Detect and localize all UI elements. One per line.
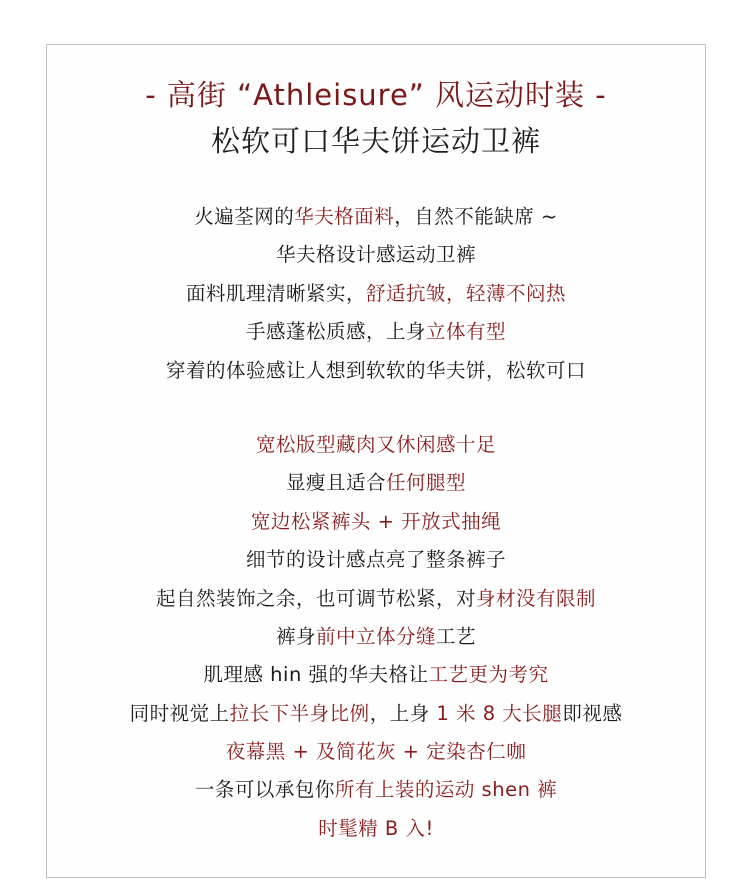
line-text: 即视感 [562, 701, 623, 725]
highlight-text: 拉长下半身比例 [229, 701, 370, 725]
highlight-text: 工艺更为考究 [428, 663, 549, 687]
line-text: 穿着的体验感让人想到软软的华夫饼，松软可口 [165, 358, 586, 382]
description-line [47, 464, 705, 502]
line-text: ，自然不能缺席 ~ [394, 205, 558, 228]
highlight-text: 1 米 8 大长腿 [436, 701, 563, 725]
line-text: 一条可以承包你 [194, 778, 335, 802]
line-text: 起自然装饰之余，也可调节松紧，对 [155, 586, 476, 610]
highlight-text: 华夫格面料 [294, 205, 395, 228]
description-line [47, 426, 705, 464]
page-subtitle: 松软可口华夫饼运动卫裤 [210, 124, 541, 158]
description-line [47, 236, 705, 274]
line-text: 同时视觉上 [129, 701, 230, 725]
description-line [47, 198, 705, 236]
highlight-text: 所有上装的运动 shen 裤 [334, 778, 558, 802]
highlight-text: 宽边松紧裤头 + 开放式抽绳 [250, 509, 502, 533]
product-description-card [46, 44, 706, 878]
highlight-text: 任何腿型 [386, 471, 467, 495]
line-text: 手感蓬松质感，上身 [245, 320, 426, 344]
line-text: 裤身 [275, 624, 316, 648]
line-text: 华夫格设计感运动卫裤 [275, 243, 476, 267]
highlight-text: 前中立体分缝 [315, 624, 436, 648]
line-text: 显瘦且适合 [285, 471, 386, 495]
description-line [47, 275, 705, 313]
description-line [47, 503, 705, 541]
description-line [47, 695, 705, 733]
description-line [47, 541, 705, 579]
highlight-text: 宽松版型藏肉又休闲感十足 [255, 432, 496, 456]
line-text: 肌理感 hin 强的华夫格让 [203, 663, 429, 687]
description-line [47, 733, 705, 771]
description-line [47, 618, 705, 656]
highlight-text: 夜幕黑 + 及简花灰 + 定染杏仁咖 [225, 740, 527, 764]
highlight-text: 舒适抗皱，轻薄不闷热 [366, 281, 567, 305]
line-text: 面料肌理清晰紧实， [185, 281, 366, 305]
page-title: - 高街 “Athleisure” 风运动时装 - [145, 78, 607, 112]
description-line [47, 313, 705, 351]
highlight-text: 时髦精 B 入! [318, 816, 434, 840]
line-text: 火遍荃网的 [194, 205, 295, 228]
line-text: 细节的设计感点亮了整条裤子 [245, 548, 506, 572]
description-lines [47, 198, 705, 848]
line-text: ，上身 [369, 701, 437, 725]
highlight-text: 身材没有限制 [476, 586, 597, 610]
description-line [47, 580, 705, 618]
description-line [47, 771, 705, 809]
description-line [47, 810, 705, 848]
paragraph-gap [47, 390, 705, 426]
description-line [47, 656, 705, 694]
line-text: 工艺 [436, 624, 477, 648]
highlight-text: 立体有型 [426, 320, 507, 344]
description-line [47, 352, 705, 390]
